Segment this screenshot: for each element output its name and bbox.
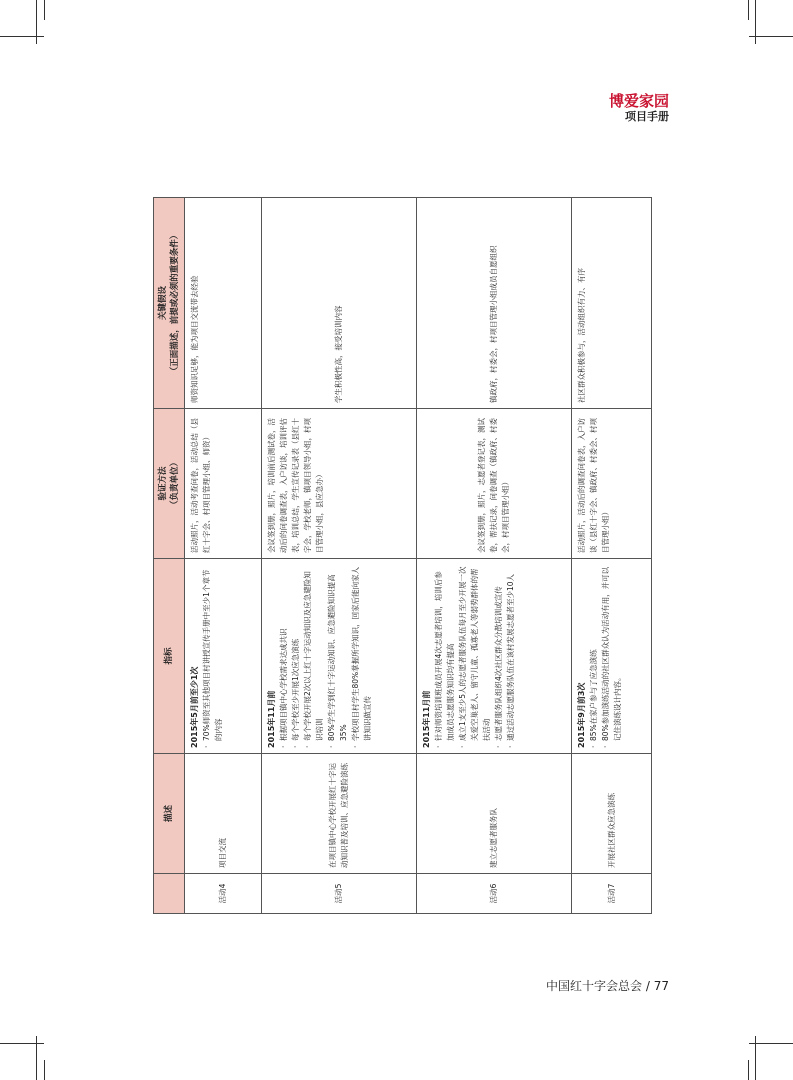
indicator-item: · 每个学校开展2次以上红十字运动知识及应急避险知识培训 — [302, 564, 326, 748]
crop-mark — [44, 0, 45, 20]
indicator-title: 2015年11月前 — [267, 690, 276, 748]
indicator-item: · 每个学校至少开展1次应急演练 — [290, 564, 302, 748]
crop-mark — [755, 0, 756, 44]
table-row — [572, 198, 652, 914]
crop-mark — [748, 1060, 749, 1080]
brand-title: 博爱家园 — [608, 92, 669, 110]
crop-mark — [0, 1043, 44, 1044]
cell-activity: 活动5 — [262, 874, 417, 914]
cell-verification: 活动照片，活动考查问卷，活动总结（县红十字会、村项目管理小组、师资） — [185, 409, 262, 559]
crop-mark — [749, 1043, 793, 1044]
crop-mark — [749, 36, 793, 37]
cell-assumptions: 镇政府，村委会，村项目管理小组成员自愿组织 — [417, 198, 572, 409]
cell-description: 开展社区群众应急演练 — [572, 754, 652, 874]
indicator-item: · 80%学生学到红十字运动知识、应急避险知识提高35% — [326, 564, 350, 748]
table-header-row — [154, 198, 185, 914]
indicator-item: · 80%参加演练活动的社区群众认为活动有用，并可以记住演练设计内容。 — [600, 564, 624, 748]
brand-subtitle: 项目手册 — [625, 110, 669, 123]
cell-assumptions: 社区群众积极参与，活动组织有力、有序 — [572, 198, 652, 409]
cell-verification: 活动照片，活动后的调查问卷表，入户访谈（县红十字会、镇政府、村委会、村项目管理小组） — [572, 409, 652, 559]
cell-description: 项目交流 — [185, 754, 262, 874]
cell-indicator — [262, 559, 417, 754]
cell-indicator — [185, 559, 262, 754]
cell-assumptions: 学生积极性高，接受培训内容 — [262, 198, 417, 409]
header-activity — [154, 874, 185, 914]
cell-activity: 活动6 — [417, 874, 572, 914]
header-description: 描述 — [154, 754, 185, 874]
indicator-title: 2015年11月前 — [422, 690, 431, 748]
cell-indicator — [572, 559, 652, 754]
table-row — [417, 198, 572, 914]
indicator-item: · 根据项目镇中心学校需求达成共识 — [278, 564, 290, 748]
cell-verification: 会议签到册，照片，培训前后测试卷，活动后的问卷调查表，入户访谈，培训评估表，培训总结，学生宣传记录表（县红十字会，学校老师，镇项目领导小组，村项目管理小组，县应急办） — [262, 409, 417, 559]
cell-description: 建立志愿者服务队 — [417, 754, 572, 874]
indicator-item: · 成立1支至少5人的志愿者服务队伍每月至少开展一次关爱空巢老人、留守儿童、孤寡老人等弱势群体的帮扶活动 — [457, 564, 493, 748]
crop-mark — [44, 1060, 45, 1080]
header-verification: 验证方法 （负责单位） — [154, 409, 185, 559]
indicator-item: · 70%师资至其他项目村讲授宣传手册中至少1个章节的内容 — [201, 564, 225, 748]
crop-mark — [36, 0, 37, 44]
indicator-item: · 针对师资培训班成员开展4次志愿者培训，培训后参加成员志愿服务知识均有提高 — [433, 564, 457, 748]
indicator-title: 2015年5月前至少1次 — [190, 666, 199, 748]
cell-verification: 会议签到册，照片，志愿者登记表，测试卷，帮扶记录，问卷调查（镇政府、村委会，村项目管理小组） — [417, 409, 572, 559]
indicator-item: · 学校项目村学生80%掌握所学知识，回家后能向家人讲知识做宣传 — [350, 564, 374, 748]
cell-indicator — [417, 559, 572, 754]
page-footer: 中国红十字会总会 / 77 — [546, 979, 669, 993]
table-row — [262, 198, 417, 914]
indicator-item: · 通过活动志愿服务队伍在该村发展志愿者至少10人 — [505, 564, 517, 748]
logframe-table — [153, 197, 652, 914]
indicator-item: · 志愿者服务队组织4次社区群众分散培训或宣传 — [493, 564, 505, 748]
brand-block — [609, 92, 669, 124]
cell-activity: 活动4 — [185, 874, 262, 914]
cell-description: 在项目镇中心学校开展红十字运动知识普及培训、应急避险演练 — [262, 754, 417, 874]
indicator-item: · 85%在家户参与了应急演练 — [588, 564, 600, 748]
crop-mark — [748, 0, 749, 20]
table-row — [185, 198, 262, 914]
header-assumptions: 关键假设 （正面描述，前提或必须的重要条件） — [154, 198, 185, 409]
logframe-table-rotated — [153, 198, 650, 914]
cell-activity: 活动7 — [572, 874, 652, 914]
indicator-title: 2015年9月前3次 — [577, 682, 586, 748]
header-indicator: 指标 — [154, 559, 185, 754]
cell-assumptions: 师资知识足够，能为项目交流带去经验 — [185, 198, 262, 409]
crop-mark — [0, 36, 44, 37]
